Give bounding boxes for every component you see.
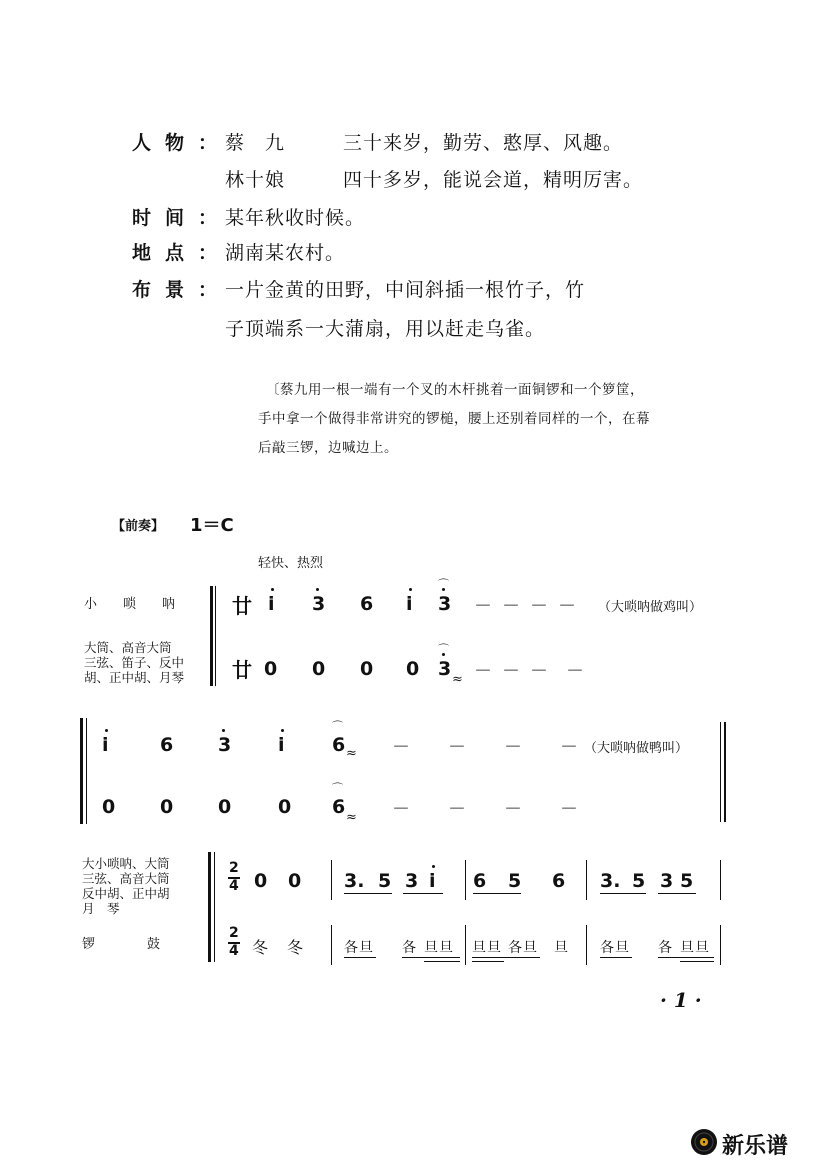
note: i [102,734,109,756]
drum-syllable: 冬 [287,938,305,957]
dash: － [392,737,410,758]
system-2-bracket [80,718,83,824]
instrument-label-strings-l2: 三弦、笛子、反中 [84,655,185,670]
instrument-label-tutti-l1: 大小唢呐、大筒 [82,856,170,871]
high-octave-dot [316,588,319,591]
beam [473,893,521,894]
beam [403,893,443,894]
note: 0 [218,796,232,818]
place-text: 湖南某农村。 [225,242,346,264]
time-sig-top: 2 [229,925,239,941]
character-1-name: 蔡 九 [225,132,286,154]
high-octave-dot [432,865,435,868]
barline [720,860,721,900]
beam [344,893,392,894]
time-sig-bottom: 4 [229,943,239,959]
setting-line-1: 一片金黄的田野，中间斜插一根竹子，竹 [225,279,586,301]
note: 3 [312,593,326,615]
note: 0 [406,658,420,680]
system-3-barline [214,852,215,962]
key-signature: 1＝C [190,515,234,536]
note: i [429,870,436,892]
note: i [278,734,285,756]
beam [472,957,540,958]
note: 3 [218,734,232,756]
high-octave-dot [222,729,225,732]
note: 0 [312,658,326,680]
beam [402,957,460,958]
dash: － [474,596,492,617]
system-2-end-barline [720,722,721,822]
system-2-barline [86,718,87,824]
dash: － [560,799,578,820]
note: 3. [600,870,621,892]
instrument-label-strings-l3: 胡、正中胡、月琴 [84,670,185,685]
beam [424,961,460,962]
barline [720,925,721,965]
note: 6 [552,870,566,892]
time-sig-bottom: 4 [229,878,239,894]
drum-syllable: 各旦 [508,940,538,956]
note: 0 [264,658,278,680]
trill-icon: ≈ [346,746,357,761]
note: 0 [254,870,268,892]
character-1-desc: 三十来岁，勤劳、憨厚、风趣。 [343,132,624,154]
high-octave-dot [409,588,412,591]
note: 3. [344,870,365,892]
barline [586,925,587,965]
drum-syllable: 旦旦 [472,940,502,956]
character-2-name: 林十娘 [225,169,286,191]
system-3-bracket [208,852,211,962]
note: 0 [288,870,302,892]
note: 6 [160,734,174,756]
note: 5 [632,870,646,892]
trill-icon: ≈ [346,810,357,825]
barline [586,860,587,900]
beam [658,893,696,894]
free-meter-sign-1: 廿 [232,594,252,618]
vinyl-record-icon [690,1128,718,1156]
note: 6 [332,796,346,818]
note: 0 [360,658,374,680]
fermata-icon: ⌒ [332,782,343,795]
note: 6 [360,593,374,615]
high-octave-dot [271,588,274,591]
page-number: · 1 · [660,988,702,1012]
note: 3 [660,870,674,892]
dash: － [504,737,522,758]
barline [331,860,332,900]
section-label: 【前奏】 [112,519,165,534]
drum-syllable: 旦旦 [680,940,710,956]
setting-label: 布景： [132,279,232,301]
drum-syllable: 各旦 [344,940,374,956]
system-2-end-barline-thick [724,722,726,822]
note: 3 [438,658,452,680]
note: 0 [102,796,116,818]
setting-line-2: 子顶端系一大蒲扇，用以赶走乌雀。 [225,318,546,340]
drum-syllable: 旦旦 [424,940,454,956]
remark-rooster: （大唢呐做鸡叫） [598,600,703,615]
beam [344,957,376,958]
stage-note-line-2: 手中拿一个做得非常讲究的锣槌，腰上还别着同样的一个，在幕 [258,411,650,427]
note: 3 [405,870,419,892]
instrument-label-strings-l1: 大筒、高音大筒 [84,640,172,655]
drum-syllable: 各 [402,940,417,956]
character-2-desc: 四十多岁，能说会道，精明厉害。 [343,169,644,191]
dash: － [530,661,548,682]
free-meter-sign-2: 廿 [232,658,252,682]
note: 5 [508,870,522,892]
beam [658,957,714,958]
dash: － [504,799,522,820]
drum-syllable: 冬 [252,938,270,957]
stage-note-line-3: 后敲三锣，边喊边上。 [258,440,398,456]
drum-syllable: 各 [658,940,673,956]
note: i [268,593,275,615]
system-1-bracket [210,586,213,686]
beam [680,961,714,962]
instrument-label-tutti-l4: 月 琴 [82,901,120,916]
dash: － [392,799,410,820]
dash: － [560,737,578,758]
high-octave-dot [105,729,108,732]
dash: － [474,661,492,682]
dash: － [566,661,584,682]
beam [600,893,646,894]
barline [331,925,332,965]
fermata-icon: ⌒ [332,720,343,733]
tempo-marking: 轻快、热烈 [258,556,324,571]
barline [465,925,466,965]
note: 5 [680,870,694,892]
trill-icon: ≈ [452,672,463,687]
dash: － [448,737,466,758]
instrument-label-suona: 小 唢 呐 [84,597,176,612]
instrument-label-tutti-l2: 三弦、高音大筒 [82,871,170,886]
drum-syllable: 各旦 [600,940,630,956]
remark-duck: （大唢呐做鸭叫） [584,741,689,756]
characters-label: 人物： [132,132,232,154]
dash: － [558,596,576,617]
note: 5 [378,870,392,892]
beam [600,957,632,958]
fermata-icon: ⌒ [438,643,449,656]
note: i [406,593,413,615]
place-label: 地点： [132,242,232,264]
note: 0 [160,796,174,818]
barline [465,860,466,900]
instrument-label-percussion: 锣 鼓 [82,937,161,952]
high-octave-dot [281,729,284,732]
time-sig-top: 2 [229,860,239,876]
watermark-logo: 新乐谱 [722,1134,789,1159]
system-1-barline [215,586,216,686]
note: 6 [473,870,487,892]
dash: － [530,596,548,617]
time-label: 时间： [132,207,232,229]
time-text: 某年秋收时候。 [225,207,366,229]
dash: － [502,661,520,682]
drum-syllable: 旦 [554,940,569,956]
beam [472,961,504,962]
dash: － [502,596,520,617]
stage-note-line-1: 〔蔡九用一根一端有一个叉的木杆挑着一面铜锣和一个箩筐， [266,382,644,398]
fermata-icon: ⌒ [438,578,449,591]
instrument-label-tutti-l3: 反中胡、正中胡 [82,886,170,901]
note: 6 [332,734,346,756]
note: 3 [438,593,452,615]
note: 0 [278,796,292,818]
dash: － [448,799,466,820]
